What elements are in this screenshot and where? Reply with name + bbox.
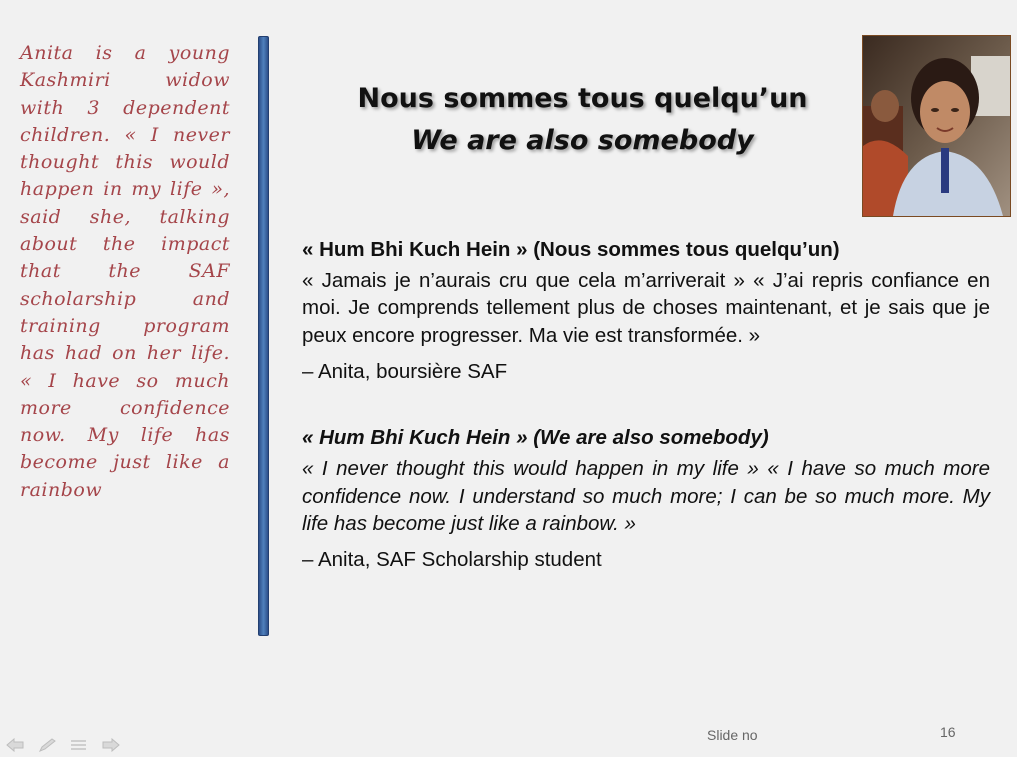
title-french: Nous sommes tous quelqu’un xyxy=(357,83,808,114)
english-quote: « I never thought this would happen in my life » « I have so much more confidence now. I understand so much more; I can be so much more. My life has become just like a rainbow. » xyxy=(302,457,990,536)
french-heading: « Hum Bhi Kuch Hein » (Nous sommes tous quelqu’un) xyxy=(302,238,840,261)
slide-number: 16 xyxy=(940,724,956,740)
english-block xyxy=(302,423,990,575)
portrait-image xyxy=(863,36,1010,216)
french-author: – Anita, boursière SAF xyxy=(302,360,508,384)
slideshow-nav xyxy=(6,738,120,756)
title-english: We are also somebody xyxy=(411,125,754,156)
sidebar-story-text: Anita is a young Kashmiri widow with 3 dependent children. « I never thought this would happen in my life », said she, talking about the impact that the SAF scholarship and training program has had on her life. « I have so much more confidence now. My life has become just like a rainbow xyxy=(20,42,230,501)
pen-icon[interactable] xyxy=(38,738,56,757)
arrow-left-icon[interactable] xyxy=(6,738,24,757)
english-heading: « Hum Bhi Kuch Hein » (We are also somebody) xyxy=(302,426,769,450)
french-block xyxy=(302,235,990,387)
slide-number-label: Slide no xyxy=(707,727,758,743)
anita-photo xyxy=(862,35,1011,217)
slide-title xyxy=(310,78,855,162)
main-content xyxy=(302,235,990,575)
french-quote: « Jamais je n’aurais cru que cela m’arriverait » « J’ai repris confiance en moi. Je comprends tellement plus de choses maintenant, et je sais que je peux encore progresser. Ma vie est transformée. » xyxy=(302,269,990,347)
menu-icon[interactable] xyxy=(70,738,88,757)
arrow-right-icon[interactable] xyxy=(102,738,120,757)
english-author: – Anita, SAF Scholarship student xyxy=(302,548,602,572)
vertical-divider-bar xyxy=(258,36,269,636)
